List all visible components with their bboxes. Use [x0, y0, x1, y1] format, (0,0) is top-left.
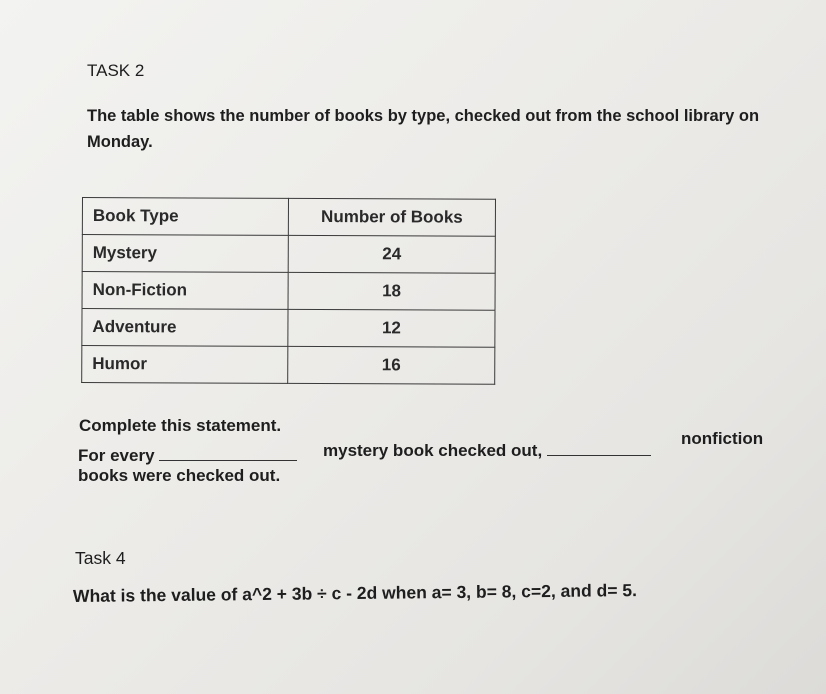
book-type-cell: Adventure: [82, 309, 288, 347]
statement-line-end: books were checked out.: [78, 466, 281, 485]
task-2-intro: The table shows the number of books by type, checked out from the school library on Monday.: [87, 107, 760, 151]
task-2-heading: TASK 2: [87, 61, 145, 80]
book-type-cell: Humor: [82, 346, 288, 384]
book-count-cell: 18: [288, 272, 495, 310]
books-table: [81, 197, 496, 385]
task-4-question: What is the value of a^2 + 3b ÷ c - 2d when a= 3, b= 8, c=2, and d= 5.: [72, 580, 638, 606]
statement-line-middle: [323, 437, 651, 461]
book-type-cell: Mystery: [82, 235, 288, 273]
answer-blank-nonfiction[interactable]: [547, 437, 651, 456]
table-header-row: [82, 198, 495, 237]
book-count-cell: 24: [288, 235, 495, 273]
task-4-heading: Task 4: [75, 548, 126, 568]
table-row: [82, 272, 495, 311]
statement-instruction: Complete this statement.: [79, 416, 282, 435]
header-number-of-books: Number of Books: [288, 198, 495, 236]
statement-nonfiction-text: nonfiction: [681, 429, 764, 448]
statement-mystery-text: mystery book checked out,: [323, 441, 543, 460]
table-row: [82, 346, 495, 385]
book-count-cell: 16: [288, 346, 495, 384]
header-book-type: Book Type: [82, 198, 288, 236]
statement-line-start: [78, 442, 297, 466]
table-row: [82, 235, 495, 274]
answer-blank-mystery[interactable]: [159, 442, 297, 461]
table-row: [82, 309, 495, 348]
book-count-cell: 12: [288, 309, 495, 347]
book-type-cell: Non-Fiction: [82, 272, 288, 310]
statement-for-every: For every: [78, 446, 155, 465]
